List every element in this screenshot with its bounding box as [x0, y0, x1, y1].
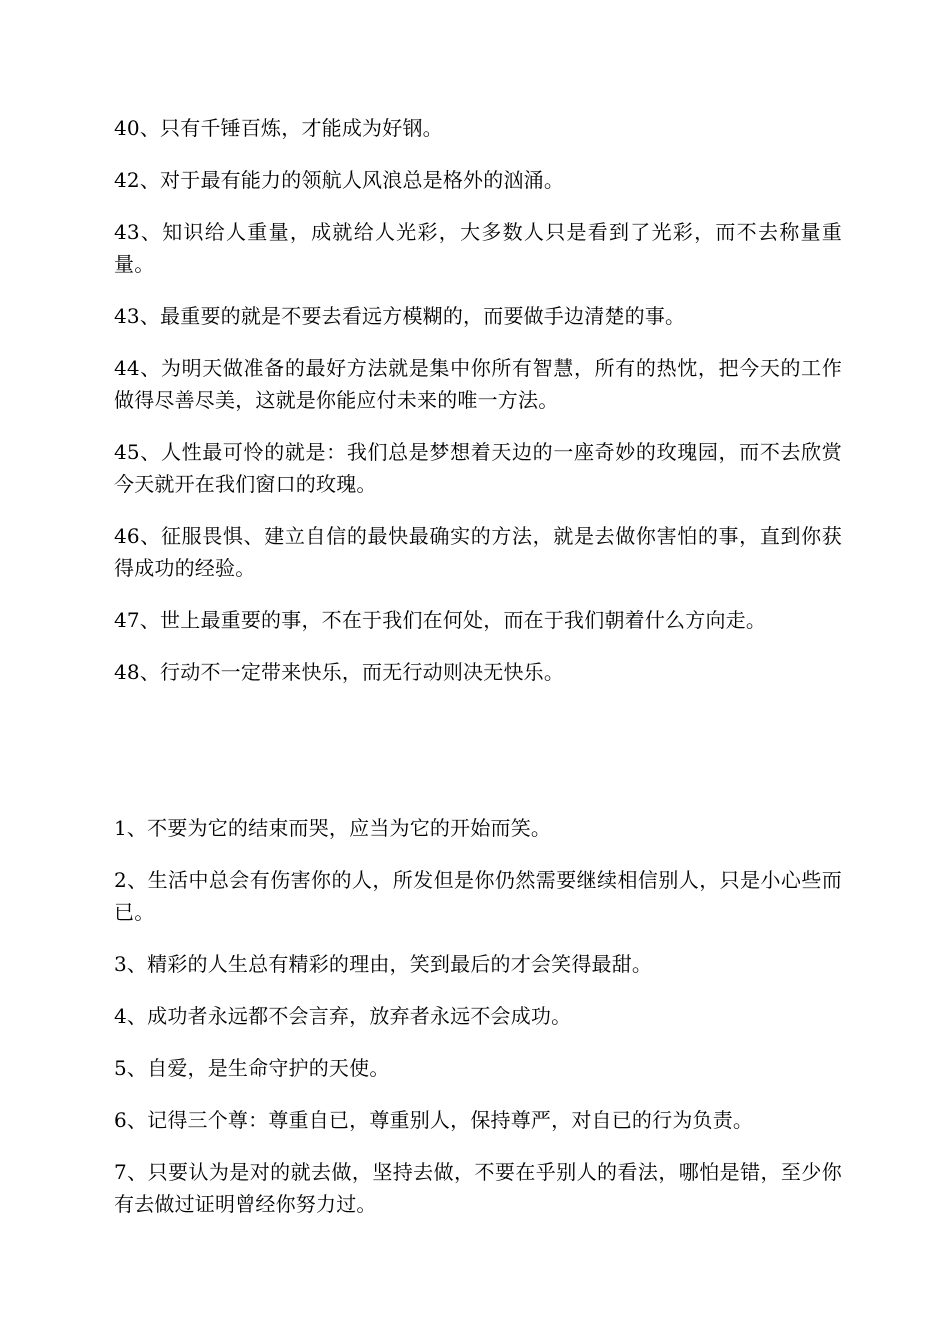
quote-paragraph: 3、精彩的人生总有精彩的理由，笑到最后的才会笑得最甜。	[114, 952, 653, 976]
quote-paragraph: 43、最重要的就是不要去看远方模糊的，而要做手边清楚的事。	[114, 304, 686, 328]
section-spacer	[114, 708, 842, 812]
quote-paragraph: 45、人性最可怜的就是：我们总是梦想着天边的一座奇妙的玫瑰园，而不去欣赏今天就开在我们窗口的玫瑰。	[114, 440, 842, 496]
quote-paragraph: 43、知识给人重量，成就给人光彩，大多数人只是看到了光彩，而不去称量重量。	[114, 220, 842, 276]
quote-paragraph: 48、行动不一定带来快乐，而无行动则决无快乐。	[114, 660, 565, 684]
quote-paragraph: 5、自爱，是生命守护的天使。	[114, 1056, 390, 1080]
quote-paragraph: 6、记得三个尊：尊重自已，尊重别人，保持尊严，对自已的行为负责。	[114, 1108, 754, 1132]
quote-paragraph: 2、生活中总会有伤害你的人，所发但是你仍然需要继续相信别人，只是小心些而已。	[114, 868, 842, 924]
quote-list-section-1	[114, 112, 842, 688]
quote-list-section-2	[114, 812, 842, 1220]
quote-paragraph: 46、征服畏惧、建立自信的最快最确实的方法，就是去做你害怕的事，直到你获得成功的经验。	[114, 524, 842, 580]
quote-paragraph: 4、成功者永远都不会言弃，放弃者永远不会成功。	[114, 1004, 572, 1028]
quote-paragraph: 47、世上最重要的事，不在于我们在何处，而在于我们朝着什么方向走。	[114, 608, 767, 632]
document-page	[114, 112, 842, 1240]
quote-paragraph: 40、只有千锤百炼，才能成为好钢。	[114, 116, 443, 140]
quote-paragraph: 1、不要为它的结束而哭，应当为它的开始而笑。	[114, 816, 552, 840]
quote-paragraph: 42、对于最有能力的领航人风浪总是格外的汹涌。	[114, 168, 565, 192]
quote-paragraph: 7、只要认为是对的就去做，坚持去做，不要在乎别人的看法，哪怕是错，至少你有去做过证明曾经你努力过。	[114, 1160, 842, 1216]
quote-paragraph: 44、为明天做准备的最好方法就是集中你所有智慧，所有的热忱，把今天的工作做得尽善尽美，这就是你能应付未来的唯一方法。	[114, 356, 842, 412]
